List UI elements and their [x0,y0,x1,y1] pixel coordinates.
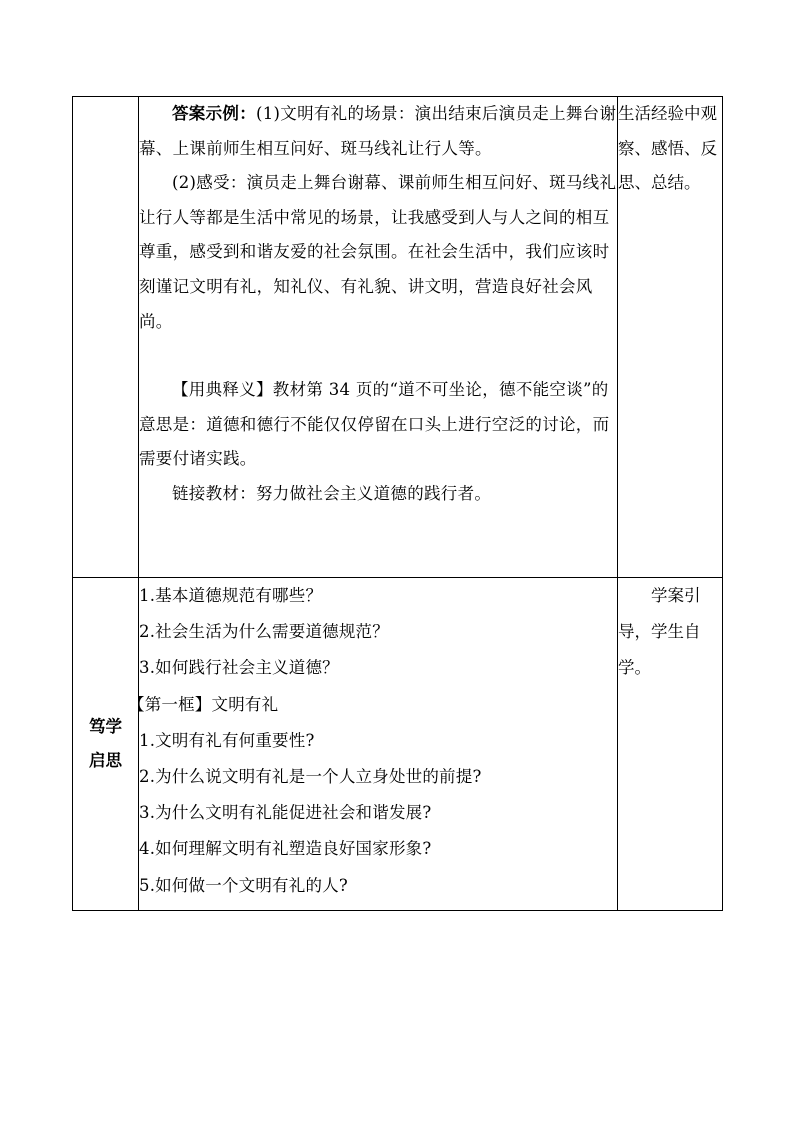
design-intent-text-2: 学案引导，学生自学。 [618,586,701,678]
list-item: 2.为什么说文明有礼是一个人立身处世的前提? [139,767,482,787]
section-label-cell [73,578,139,911]
list-item: 5.如何做一个文明有礼的人? [139,875,348,895]
answer-part1 [139,97,617,166]
answer-lead: 答案示例： [172,104,256,123]
quote-explanation: 【用典释义】教材第 34 页的“道不可坐论，德不能空谈”的意思是：道德和德行不能仅仅停留在口头上进行空泛的讨论，而需要付诸实践。 [139,380,610,469]
list-item: 2.社会生活为什么需要道德规范？ [139,622,389,642]
design-intent-text: 生活经验中观察、感悟、反思、总结。 [618,104,717,193]
list-item: 1.基本道德规范有哪些？ [139,586,323,605]
spacer [139,339,617,373]
label-cell-empty [73,97,139,578]
table-row-study [73,578,723,911]
list-item: 3.如何践行社会主义道德？ [139,658,339,678]
list-item: 4.如何理解文明有礼塑造良好国家形象? [139,839,432,859]
list-item: 3.为什么文明有礼能促进社会和谐发展? [139,803,432,823]
table-row-answer [73,97,723,578]
design-intent-cell-2 [618,578,723,911]
answer-content-cell [139,97,618,578]
lesson-plan-table [72,96,723,911]
list-item: 1.文明有礼有何重要性? [139,730,315,750]
answer-part2: (2)感受：演员走上舞台谢幕、课前师生相互问好、斑马线礼让行人等都是生活中常见的场景，让我感受到人与人之间的相互尊重，感受到和谐友爱的社会氛围。在社会生活中，我们应该时刻谨记文明有礼，知礼仪、有礼貌、讲文明，营造良好社会风尚。 [139,173,617,331]
section-heading: 【第一框】文明有礼 [128,694,279,714]
section-label-line1: 笃学 [89,717,122,736]
study-questions-cell [128,578,618,911]
textbook-link: 链接教材：努力做社会主义道德的践行者。 [172,483,492,503]
design-intent-cell [618,97,723,578]
answer-part1-text: (1)文明有礼的场景：演出结束后演员走上舞台谢幕、上课前师生相互问好、斑马线礼让行人等。 [139,104,617,158]
section-label-line2: 启思 [89,751,122,770]
